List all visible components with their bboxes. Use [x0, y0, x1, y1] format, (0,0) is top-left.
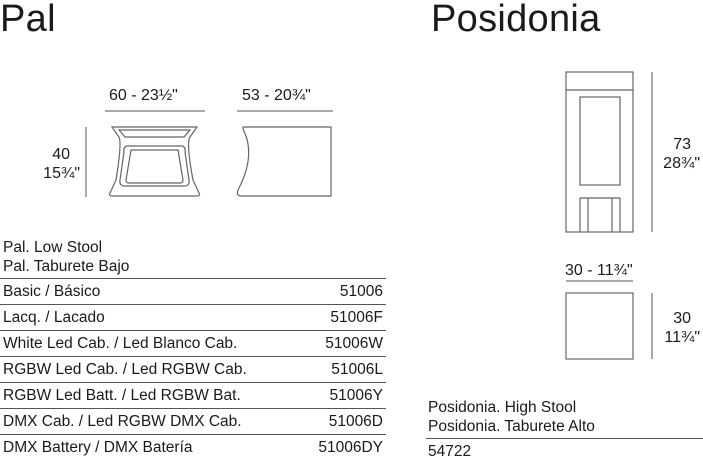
posidonia-rule [426, 438, 703, 439]
posidonia-name-en: Posidonia. High Stool [428, 399, 577, 416]
variant-label: DMX Cab. / Led RGBW DMX Cab. [3, 413, 242, 430]
posidonia-depth-in-label: 11¾" [664, 329, 700, 346]
variant-code: 51006 [339, 283, 383, 300]
posidonia-title: Posidonia [431, 0, 601, 40]
posidonia-depth-cm-label: 30 [673, 310, 691, 327]
variant-label: Lacq. / Lacado [3, 309, 105, 326]
variant-label: RGBW Led Cab. / Led RGBW Cab. [3, 361, 247, 378]
variant-code: 51006Y [329, 387, 383, 404]
pal-height-cm-label: 40 [52, 146, 70, 163]
variant-label: DMX Battery / DMX Batería [3, 439, 193, 456]
pal-name-es: Pal. Taburete Bajo [3, 258, 130, 275]
table-row [0, 383, 386, 409]
table-row [0, 305, 386, 331]
variant-code: 51006F [330, 309, 383, 326]
posidonia-width-label: 30 - 11¾" [565, 262, 633, 279]
table-row [0, 331, 386, 357]
variant-code: 51006DY [318, 439, 383, 456]
variant-code: 51006W [325, 335, 383, 352]
posidonia-height-in-label: 28¾" [663, 155, 700, 172]
posidonia-height-cm-label: 73 [673, 136, 691, 153]
variant-label: White Led Cab. / Led Blanco Cab. [3, 335, 238, 352]
table-row [0, 357, 386, 383]
pal-title: Pal [0, 0, 56, 40]
variant-code: 51006L [331, 361, 383, 378]
posidonia-name-es: Posidonia. Taburete Alto [428, 418, 595, 435]
variant-code: 51006D [328, 413, 383, 430]
variant-label: RGBW Led Batt. / Led RGBW Bat. [3, 387, 241, 404]
table-row [0, 409, 386, 435]
posidonia-top-view [566, 293, 633, 359]
pal-front-width-label: 60 - 23½" [109, 87, 178, 104]
pal-name-en: Pal. Low Stool [3, 239, 103, 256]
pal-height-in-label: 15¾" [43, 165, 80, 182]
pal-side-view [237, 127, 331, 196]
pal-front-view [109, 127, 199, 196]
posidonia-code: 54722 [428, 443, 472, 460]
variant-label: Basic / Básico [3, 283, 101, 300]
table-row [0, 435, 386, 460]
pal-side-width-label: 53 - 20¾" [242, 87, 311, 104]
table-row [0, 279, 386, 305]
posidonia-front-view [566, 72, 633, 232]
